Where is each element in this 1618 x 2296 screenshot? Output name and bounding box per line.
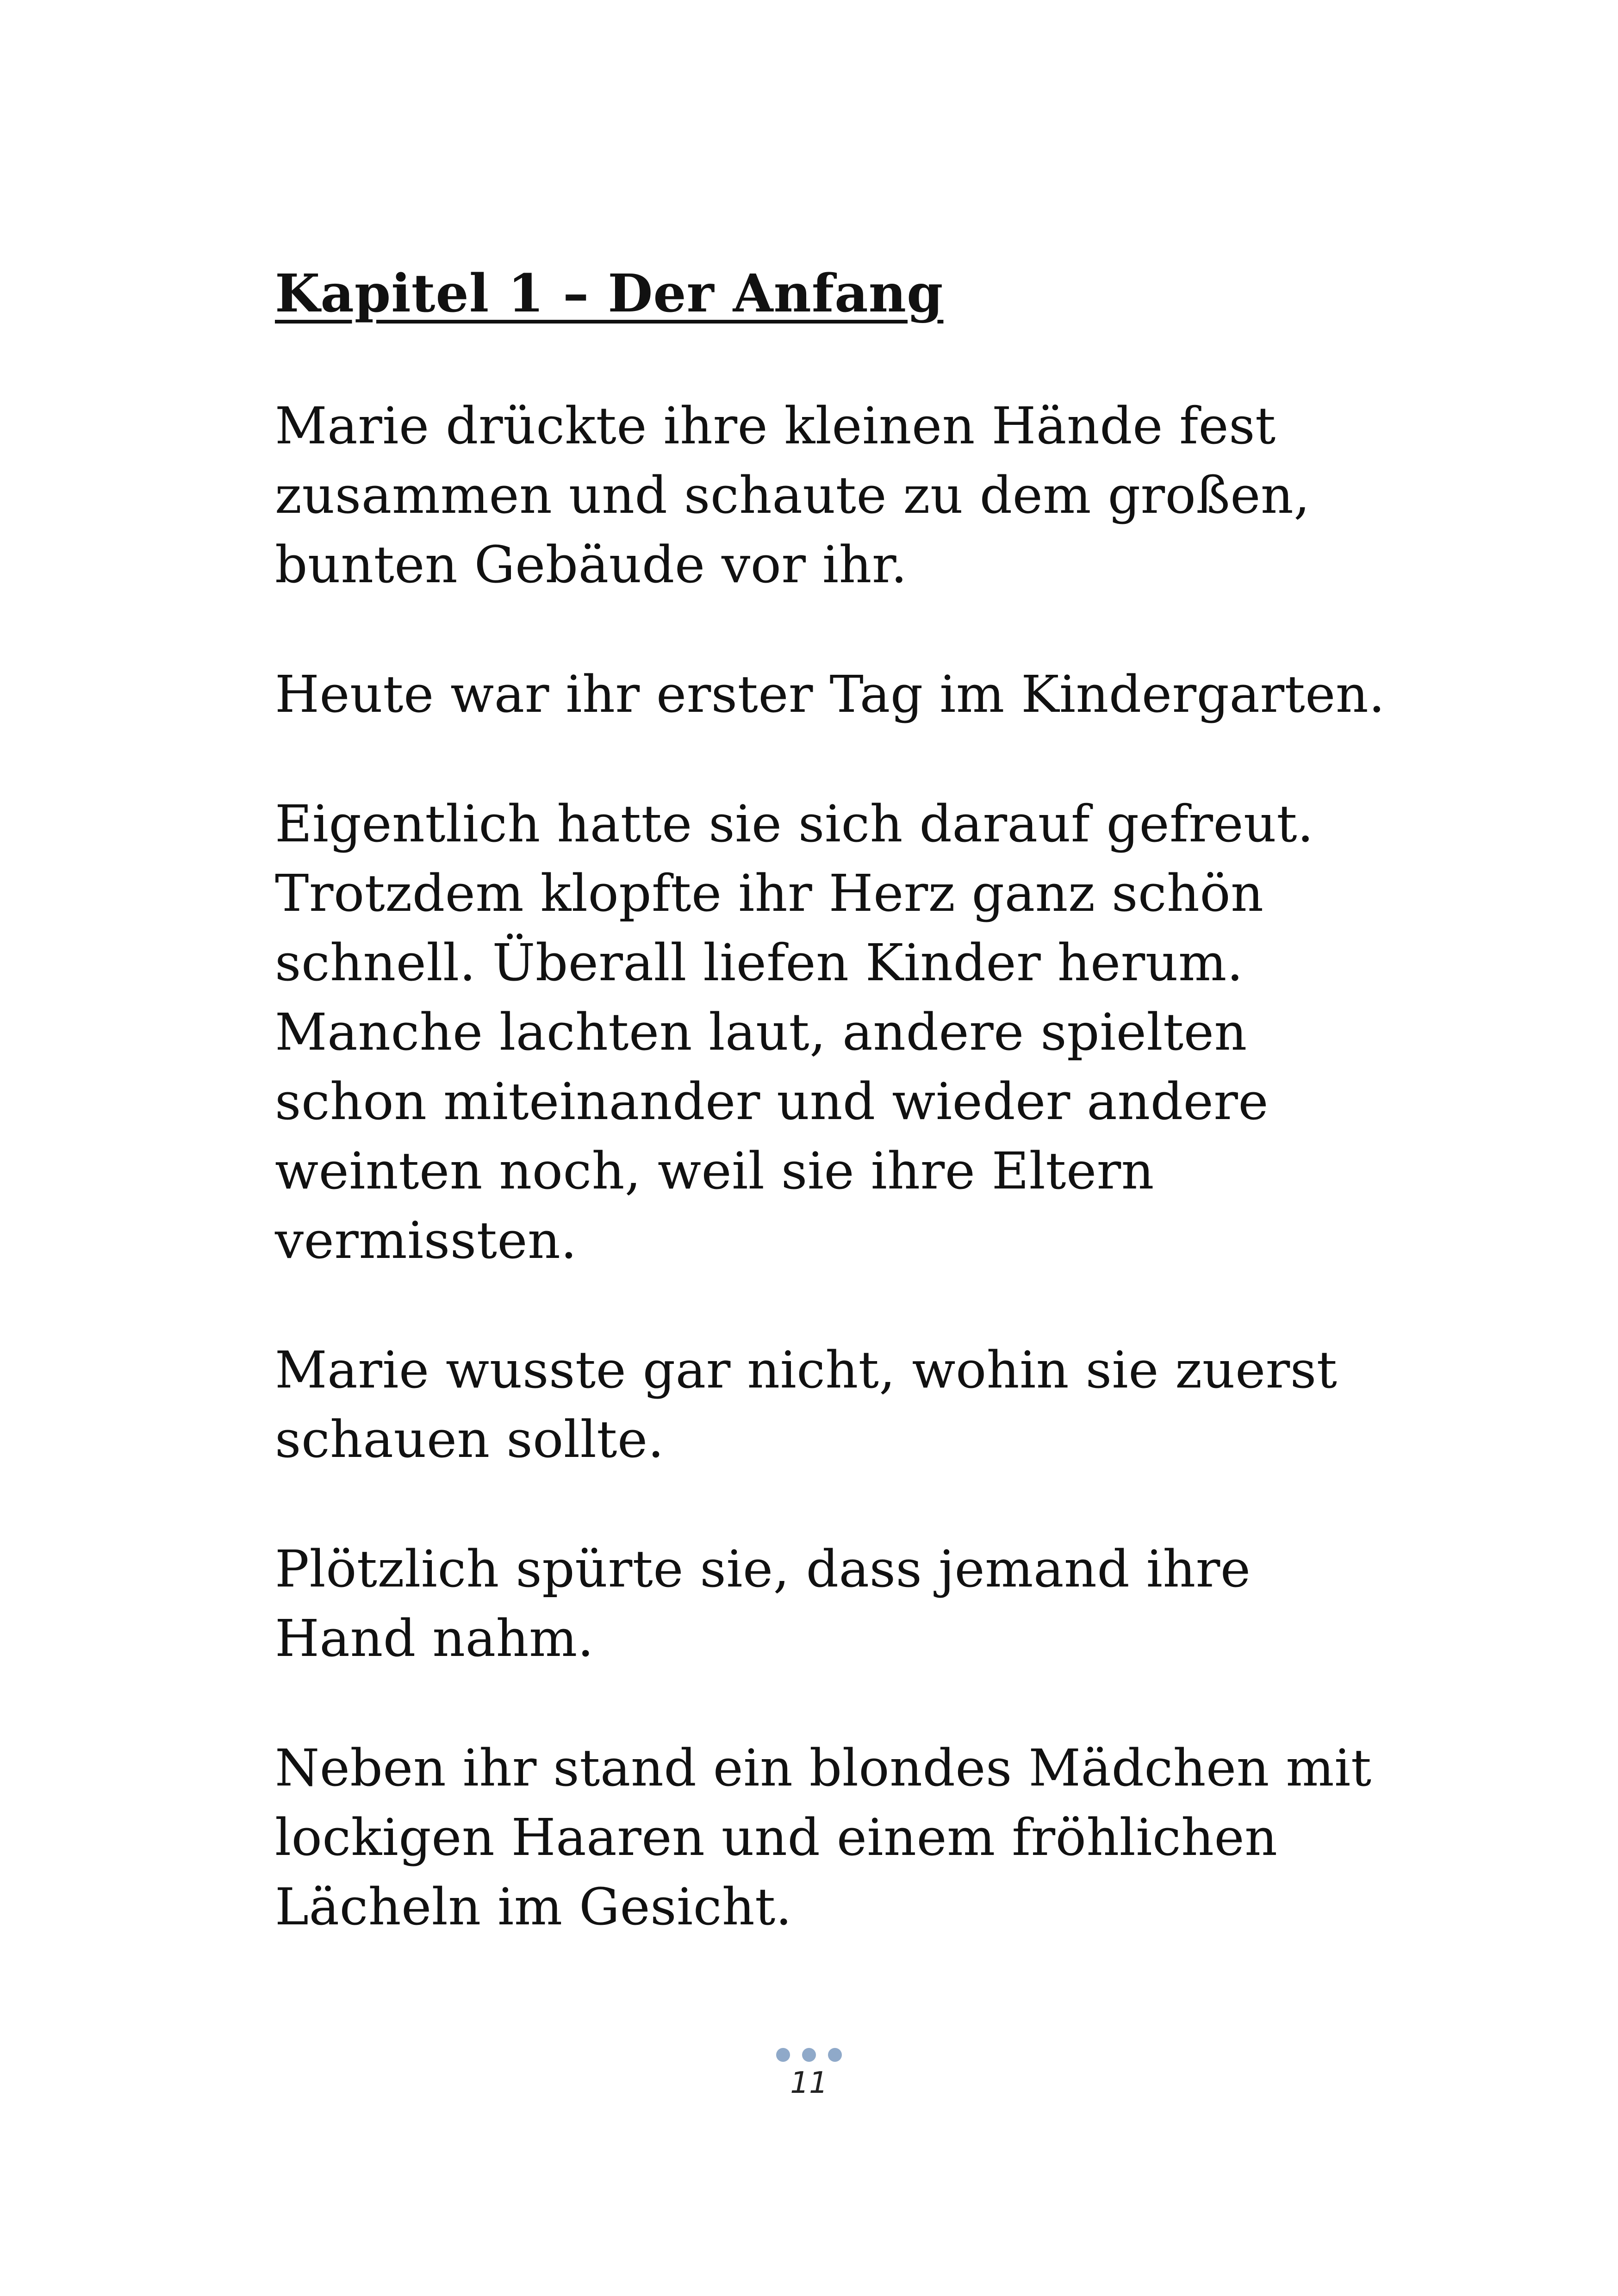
page-footer [0,2048,1618,2102]
paragraph: Eigentlich hatte sie sich darauf gefreut. Trotzdem klopfte ihr Herz ganz schön schnell. Überall liefen Kinder herum. Manche lachten laut, andere spielten schon miteinander und wieder andere weinten noch, weil sie ihre Eltern vermissten. [275,794,1314,1270]
page-number: 11 [790,2066,828,2100]
paragraph: Heute war ihr erster Tag im Kindergarten. [275,665,1385,724]
page-content [275,259,1386,2002]
paragraph: Plötzlich spürte sie, dass jemand ihre Hand nahm. [275,1539,1251,1668]
chapter-title: Kapitel 1 – Der Anfang [275,263,944,324]
dot-icon [776,2048,790,2062]
three-dots-ornament-icon [0,2048,1618,2062]
dot-icon [802,2048,816,2062]
paragraph: Marie wusste gar nicht, wohin sie zuerst schauen sollte. [275,1340,1338,1469]
paragraph: Neben ihr stand ein blondes Mädchen mit lockigen Haaren und einem fröhlichen Lächeln im Gesicht. [275,1738,1372,1936]
dot-icon [828,2048,842,2062]
paragraph: Marie drückte ihre kleinen Hände fest zusammen und schaute zu dem großen, bunten Gebäude vor ihr. [275,396,1310,594]
